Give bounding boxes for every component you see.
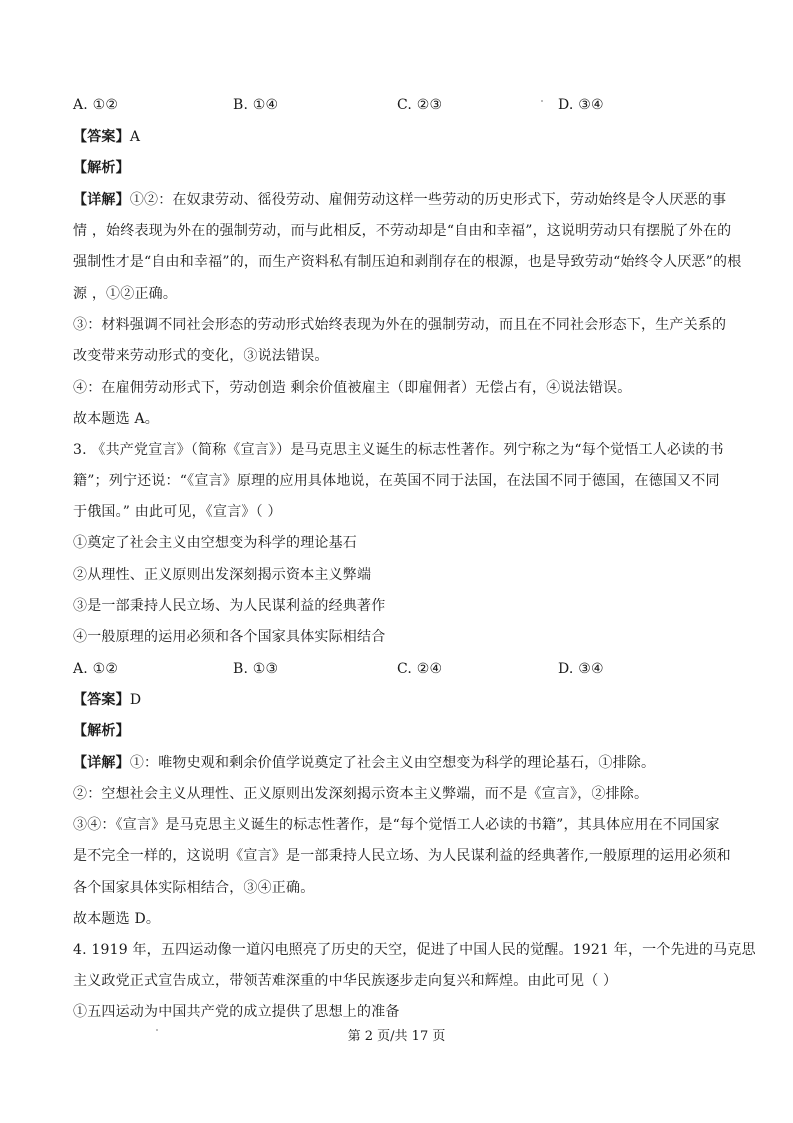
stray-mark xyxy=(541,100,543,102)
q2-detail-line: 源 ，①②正确。 xyxy=(73,286,178,302)
q2-detail-line xyxy=(73,191,727,209)
q2-detail-line: ④：在雇佣劳动形式下，劳动创造 剩余价值被雇主（即雇佣者）无偿占有，④说法错误。 xyxy=(73,380,632,396)
answer-value: D xyxy=(129,692,142,708)
answer-label: 【答案】 xyxy=(73,692,130,708)
q2-detail-line: 情 ，始终表现为外在的强制劳动，而与此相反，不劳动却是“自由和幸福”，这说明劳动只有摆脱了外在的 xyxy=(73,223,732,239)
q4-stem-line: 4. 1919 年，五四运动像一道闪电照亮了历史的天空，促进了中国人民的觉醒。1921 年，一个先进的马克思 xyxy=(73,942,756,958)
q3-stem-line: 3. 《共产党宣言》（简称《宣言》）是马克思主义诞生的标志性著作。列宁称之为“每个觉悟工人必读的书 xyxy=(73,442,724,458)
q3-answer xyxy=(73,691,723,709)
answer-label: 【答案】 xyxy=(73,129,130,145)
q2-option-c: C. ②③ xyxy=(397,97,443,113)
q3-item: ②从理性、正义原则出发深刻揭示资本主义弊端 xyxy=(73,567,372,583)
q3-option-b: B. ①③ xyxy=(233,661,279,677)
q3-detail-line: 是不完全一样的，这说明《宣言》是一部秉持人民立场、为人民谋利益的经典著作,一般原理的运用必须和 xyxy=(73,848,731,864)
q3-stem-line: 籍”；列宁还说：“《宣言》原理的应用具体地说，在英国不同于法国，在法国不同于德国，在德国又不同 xyxy=(73,473,720,489)
q4-stem-line: 主义政党正式宣告成立，带领苦难深重的中华民族逐步走向复兴和辉煌。由此可见（ ） xyxy=(73,973,618,989)
q3-stem-line: 于俄国。” 由此可见，《宣言》（ ） xyxy=(73,504,282,520)
detail-label: 【详解】 xyxy=(73,192,130,208)
q3-detail-line: ②：空想社会主义从理性、正义原则出发深刻揭示资本主义弊端，而不是《宣言》，②排除。 xyxy=(73,786,649,802)
q3-option-d: D. ③④ xyxy=(558,661,604,677)
q2-detail-line: 强制性才是“自由和幸福”的，而生产资料私有制压迫和剥削存在的根源，也是导致劳动“始终令人厌恶”的根 xyxy=(73,254,742,270)
q3-detail-line: ③④：《宣言》是马克思主义诞生的标志性著作，是“每个觉悟工人必读的书籍”，其具体应用在不同国家 xyxy=(73,817,720,833)
q2-answer xyxy=(73,128,723,146)
q2-option-b: B. ①④ xyxy=(233,97,279,113)
q2-option-a: A. ①② xyxy=(73,97,119,113)
answer-value: A xyxy=(129,129,141,145)
q3-analysis-label: 【解析】 xyxy=(73,723,130,739)
q2-analysis-label: 【解析】 xyxy=(73,160,130,176)
q3-item: ①奠定了社会主义由空想变为科学的理论基石 xyxy=(73,535,357,551)
q2-detail-line: 改变带来劳动形式的变化，③说法错误。 xyxy=(73,348,329,364)
detail-text: ①②：在奴隶劳动、徭役劳动、雇佣劳动这样一些劳动的历史形式下，劳动始终是令人厌恶的事 xyxy=(129,192,727,208)
q2-conclusion: 故本题选 A。 xyxy=(73,411,159,427)
q3-detail-line: 各个国家具体实际相结合，③④正确。 xyxy=(73,880,315,896)
detail-label: 【详解】 xyxy=(73,755,130,771)
q3-detail-line xyxy=(73,754,723,772)
q2-detail-line: ③：材料强调不同社会形态的劳动形式始终表现为外在的强制劳动，而且在不同社会形态下，生产关系的 xyxy=(73,317,727,333)
q3-item: ③是一部秉持人民立场、为人民谋利益的经典著作 xyxy=(73,598,386,614)
detail-text: ①：唯物史观和剩余价值学说奠定了社会主义由空想变为科学的理论基石，①排除。 xyxy=(129,755,656,771)
q3-conclusion: 故本题选 D。 xyxy=(73,911,161,927)
page-footer: 第 2 页/共 17 页 xyxy=(347,1029,446,1044)
q4-item: ①五四运动为中国共产党的成立提供了思想上的准备 xyxy=(73,1004,400,1020)
q2-option-d: D. ③④ xyxy=(558,97,604,113)
q3-item: ④一般原理的运用必须和各个国家具体实际相结合 xyxy=(73,629,386,645)
q3-option-a: A. ①② xyxy=(73,661,119,677)
q3-option-c: C. ②④ xyxy=(397,661,443,677)
